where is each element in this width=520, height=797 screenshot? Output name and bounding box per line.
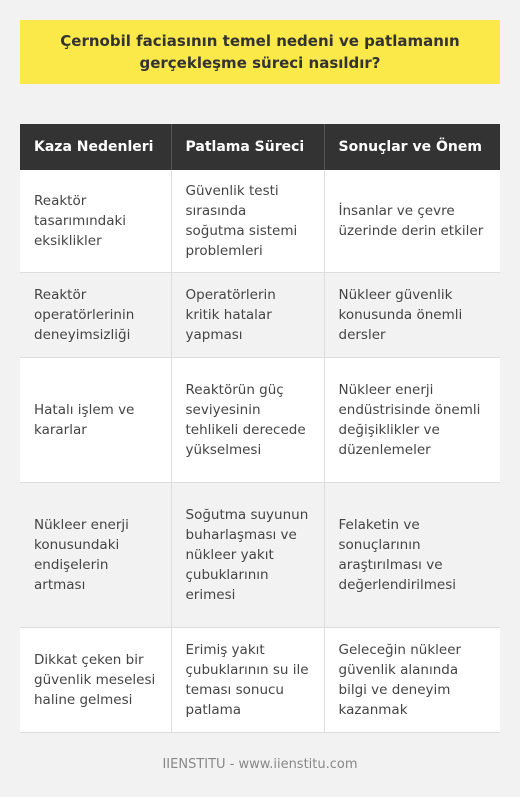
table-cell: Nükleer enerji konusundaki endişelerin artması [20,483,171,628]
table-cell: Erimiş yakıt çubuklarının su ile teması sonucu patlama [171,628,324,733]
table-cell: Felaketin ve sonuçlarının araştırılması ve değerlendirilmesi [324,483,500,628]
table-cell: Güvenlik testi sırasında soğutma sistemi problemleri [171,170,324,273]
table-row [20,483,500,628]
table-cell: Nükleer enerji endüstrisinde önemli değişiklikler ve düzenlemeler [324,358,500,483]
table-cell: Dikkat çeken bir güvenlik meselesi haline gelmesi [20,628,171,733]
page-title: Çernobil faciasının temel nedeni ve patlamanın gerçekleşme süreci nasıldır? [60,32,460,72]
table-cell: Nükleer güvenlik konusunda önemli dersler [324,273,500,358]
table-cell: Hatalı işlem ve kararlar [20,358,171,483]
table-row [20,628,500,733]
table-header-row [20,124,500,170]
table-row [20,170,500,273]
comparison-table [20,124,500,733]
column-header-results: Sonuçlar ve Önem [324,124,500,170]
footer-credit: IIENSTITU - www.iienstitu.com [162,757,358,772]
table-row [20,358,500,483]
table-cell: Operatörlerin kritik hatalar yapması [171,273,324,358]
table-cell: Geleceğin nükleer güvenlik alanında bilgi ve deneyim kazanmak [324,628,500,733]
column-header-causes: Kaza Nedenleri [20,124,171,170]
table-cell: Soğutma suyunun buharlaşması ve nükleer yakıt çubuklarının erimesi [171,483,324,628]
column-header-process: Patlama Süreci [171,124,324,170]
table-row [20,273,500,358]
table-cell: Reaktör tasarımındaki eksiklikler [20,170,171,273]
table-cell: Reaktör operatörlerinin deneyimsizliği [20,273,171,358]
table-cell: İnsanlar ve çevre üzerinde derin etkiler [324,170,500,273]
title-banner [20,20,500,84]
table-cell: Reaktörün güç seviyesinin tehlikeli derecede yükselmesi [171,358,324,483]
